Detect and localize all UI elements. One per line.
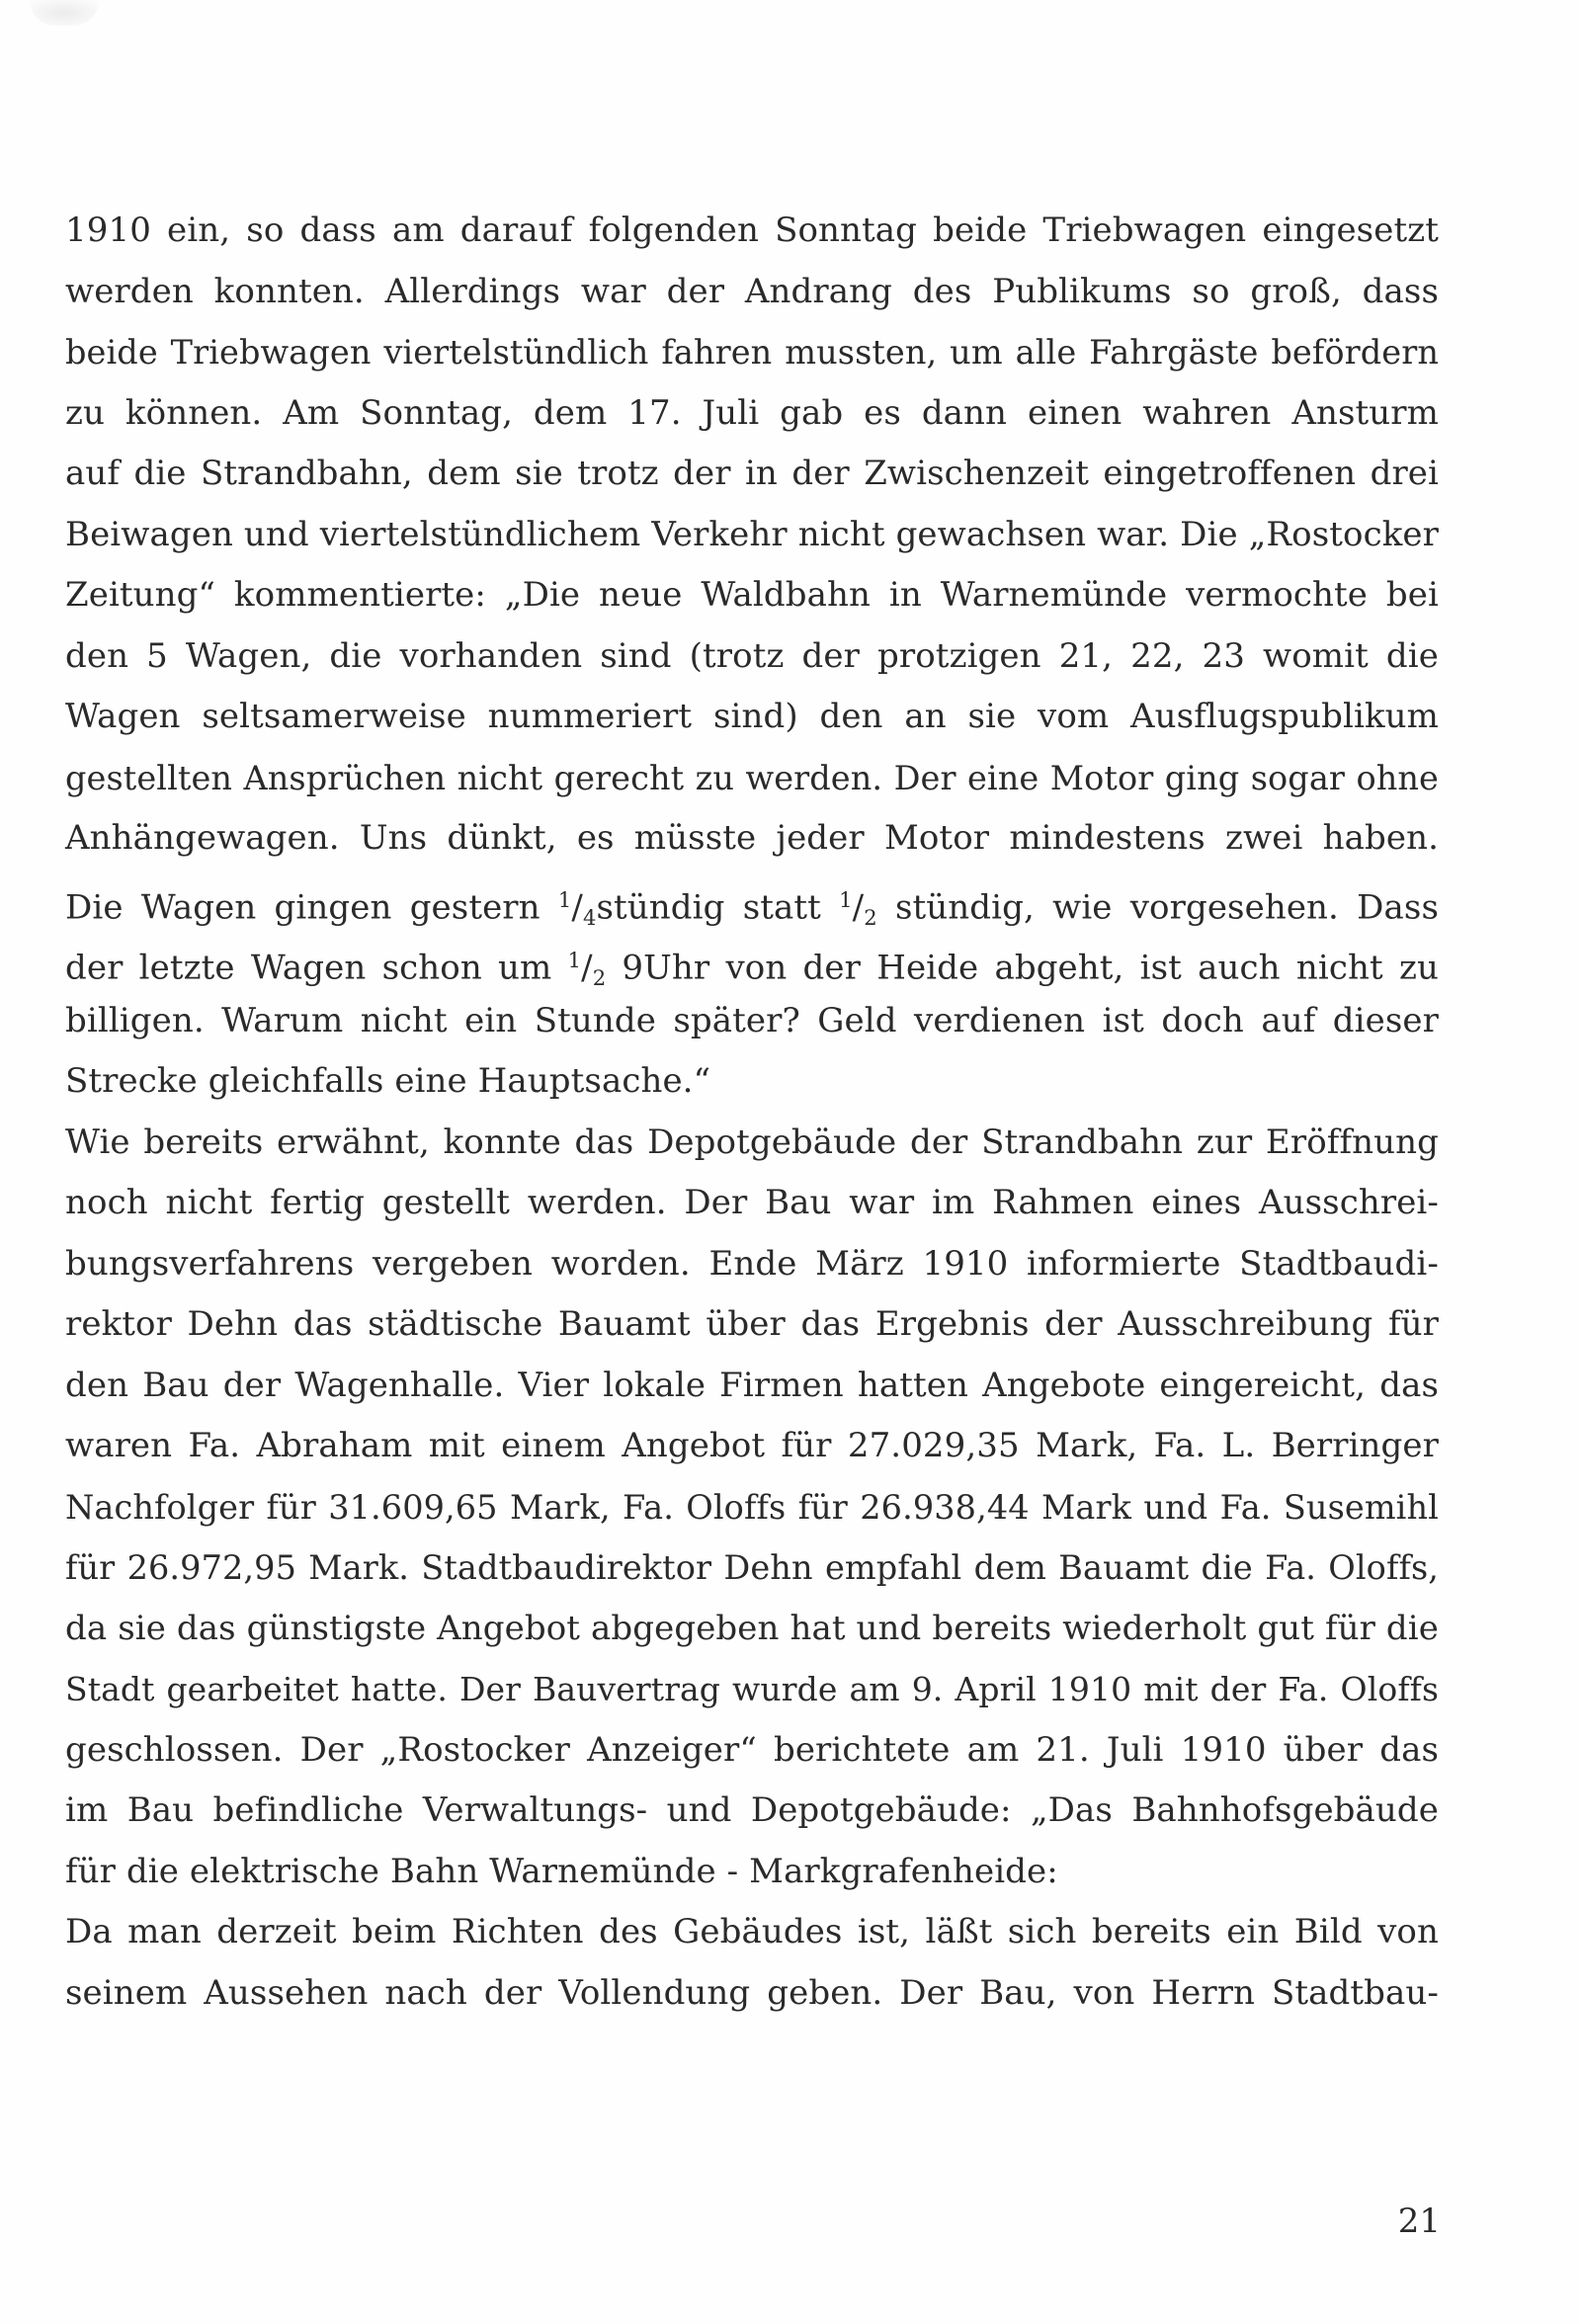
text-line: Beiwagen und viertelstündlichem Verkehr nicht gewachsen war. Die „Rostocker bbox=[65, 514, 1439, 554]
text-line: Nachfolger für 31.609,65 Mark, Fa. Oloffs für 26.938,44 Mark und Fa. Susemihl bbox=[65, 1487, 1439, 1527]
scan-corner-mark bbox=[30, 0, 99, 26]
text-line: gestellten Ansprüchen nicht gerecht zu werden. Der eine Motor ging sogar ohne bbox=[65, 758, 1439, 797]
text-line: für die elektrische Bahn Warnemünde - Markgrafenheide: bbox=[65, 1851, 1058, 1891]
text-line: bungsverfahrens vergeben worden. Ende März 1910 informierte Stadtbaudi- bbox=[65, 1243, 1439, 1284]
text-line: den Bau der Wagenhalle. Vier lokale Firmen hatten Angebote eingereicht, das bbox=[65, 1365, 1439, 1405]
text-line: zu können. Am Sonntag, dem 17. Juli gab es dann einen wahren Ansturm bbox=[65, 392, 1439, 433]
text-line: Zeitung“ kommentierte: „Die neue Waldbahn in Warnemünde vermochte bei bbox=[65, 575, 1439, 615]
text-line: für 26.972,95 Mark. Stadtbaudirektor Dehn empfahl dem Bauamt die Fa. Oloffs, bbox=[65, 1548, 1439, 1587]
text-line: noch nicht fertig gestellt werden. Der Bau war im Rahmen eines Ausschrei- bbox=[65, 1183, 1439, 1222]
fraction-numerator: 1 bbox=[839, 886, 853, 912]
text-line: rektor Dehn das städtische Bauamt über das Ergebnis der Ausschreibung für bbox=[65, 1304, 1439, 1344]
text-line: werden konnten. Allerdings war der Andrang des Publikums so groß, dass bbox=[65, 271, 1439, 311]
fraction-denominator: 2 bbox=[864, 904, 877, 930]
text-line: seinem Aussehen nach der Vollendung geben. Der Bau, von Herrn Stadtbau- bbox=[65, 1972, 1439, 2013]
text-line: den 5 Wagen, die vorhanden sind (trotz der protzigen 21, 22, 23 womit die bbox=[65, 635, 1439, 676]
fraction-denominator: 4 bbox=[582, 904, 597, 930]
text-line: im Bau befindliche Verwaltungs- und Depotgebäude: „Das Bahnhofsgebäude bbox=[65, 1790, 1439, 1830]
text-line: waren Fa. Abraham mit einem Angebot für 27.029,35 Mark, Fa. L. Berringer bbox=[65, 1426, 1439, 1465]
fraction-numerator: 1 bbox=[567, 948, 582, 972]
page-number: 21 bbox=[1397, 2201, 1441, 2241]
text-line: Wagen seltsamerweise nummeriert sind) den an sie vom Ausflugspublikum bbox=[65, 697, 1439, 736]
text-line: Strecke gleichfalls eine Hauptsache.“ bbox=[65, 1061, 711, 1101]
text-line: Anhängewagen. Uns dünkt, es müsste jeder Motor mindestens zwei haben. bbox=[65, 818, 1439, 858]
body-text bbox=[65, 201, 1439, 2024]
text-line-with-fractions: Die Wagen gingen gestern $^1/_4stündig$ statt $^1/_2$ stündig, wie vorgesehen. Dass bbox=[65, 886, 1439, 930]
fraction-denominator: 2 bbox=[592, 964, 607, 990]
fraction-numerator: 1 bbox=[557, 886, 572, 912]
text-line-with-fraction: der letzte Wagen schon um $^1/_2$ 9Uhr von der Heide abgeht, ist auch nicht zu bbox=[65, 948, 1439, 990]
text-line: da sie das günstigste Angebot abgegeben hat und bereits wiederholt gut für die bbox=[65, 1608, 1439, 1648]
text-line: Stadt gearbeitet hatte. Der Bauvertrag wurde am 9. April 1910 mit der Fa. Oloffs bbox=[65, 1670, 1439, 1708]
text-line: auf die Strandbahn, dem sie trotz der in der Zwischenzeit eingetroffenen drei bbox=[65, 454, 1439, 493]
text-line: Wie bereits erwähnt, konnte das Depotgebäude der Strandbahn zur Eröffnung bbox=[65, 1121, 1439, 1162]
text-line: 1910 ein, so dass am darauf folgenden Sonntag beide Triebwagen eingesetzt bbox=[65, 210, 1439, 250]
text-line: geschlossen. Der „Rostocker Anzeiger“ berichtete am 21. Juli 1910 über das bbox=[65, 1729, 1439, 1770]
text-line: Da man derzeit beim Richten des Gebäudes ist, läßt sich bereits ein Bild von bbox=[65, 1912, 1439, 1951]
text-line: beide Triebwagen viertelstündlich fahren mussten, um alle Fahrgäste befördern bbox=[65, 333, 1439, 372]
text-line: billigen. Warum nicht ein Stunde später? Geld verdienen ist doch auf dieser bbox=[65, 1000, 1439, 1040]
